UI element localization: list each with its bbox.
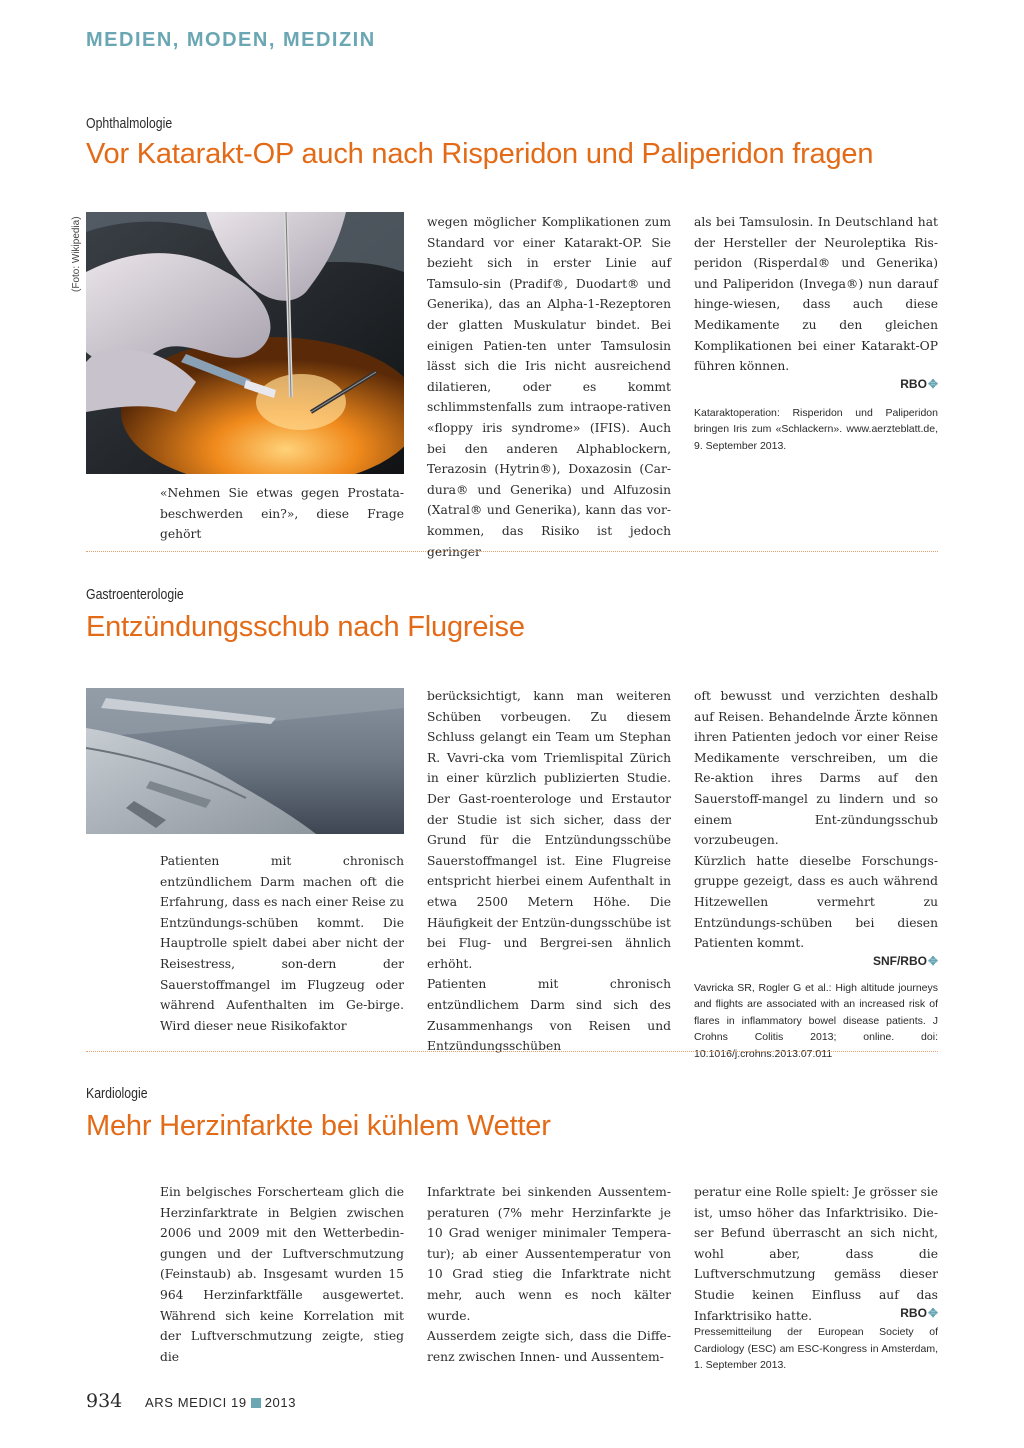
article2-column-3 xyxy=(694,686,938,1062)
article1-column-2: wegen möglicher Komplikationen zum Standard vor einer Katarakt-OP. Sie bezieht sich in erster Linie auf Tamsulo-sin (Pradif®, Duodart® und Generika), das an Alpha-1-Rezeptoren der glatten Muskulatur bindet. Bei einigen Patien-ten unter Tamsulosin lässt sich die Iris nicht ausreichend dilatieren, oder es kommt schlimmstenfalls zum intraope-rativen «floppy iris syndrome» (IFIS). Auch bei den anderen Alphablockern, Terazosin (Hytrin®), Doxazosin (Car-dura® und Generika) und Alfuzosin (Xatral® und Generika), kann das vor-kommen, das Risiko ist jedoch geringer xyxy=(427,215,671,559)
article3-column-3-text: peratur eine Rolle spielt: Je grösser sie ist, umso höher das Infarktrisiko. Die-ser Befund überrascht an sich nicht, wohl aber, dass die Luftverschmutzung gemäss dieser Studie keinen Einfluss auf das Infarktrisiko hatte. xyxy=(694,1185,938,1323)
article1-signature: RBO xyxy=(900,376,927,391)
diamond-icon: ✥ xyxy=(927,953,938,968)
article2-caption: Patienten mit chronisch entzündlichem Darm machen oft die Erfahrung, dass es nach einer Reise zu Entzündungs-schüben kommt. Die Hauptrolle spielt dabei aber nicht der Reisestress, son-dern der Sauerstoffmangel im Flugzeug oder während Aufenthalten im Ge-birge. Wird dieser neue Risikofaktor xyxy=(160,854,404,1033)
photo-credit: (Foto: Wikipedia) xyxy=(71,216,82,292)
article1-headline: Vor Katarakt-OP auch nach Risperidon und Paliperidon fragen xyxy=(86,138,874,170)
article1-column-3-text: als bei Tamsulosin. In Deutschland hat der Hersteller der Neuroleptika Ris-peridon (Risperdal® und Generika) und Paliperidon (Invega®) nun darauf hinge-wiesen, dass auch diese Medikamente zu den gleichen Komplikationen bei einer Katarakt-OP führen können. xyxy=(694,215,938,374)
cataract-surgery-illustration xyxy=(86,212,404,474)
journal-year: 2013 xyxy=(264,1395,297,1410)
airplane-wing-photo xyxy=(86,688,404,834)
journal-name: ARS MEDICI 19 xyxy=(145,1395,247,1410)
section-kicker: MEDIEN, MODEN, MEDIZIN xyxy=(86,29,376,51)
journal-footer xyxy=(145,1395,296,1410)
article3-column-2-text-a: Infarktrate bei sinkenden Aussentem-peraturen (7% mehr Herzinfarkte je 10 Grad weniger minimaler Tempera-tur); ab einer Aussentemperatur von 10 Grad stieg die Infarktrate nicht mehr, auch wenn es noch kälter wurde. xyxy=(427,1185,671,1323)
article2-column-2 xyxy=(427,686,671,1057)
article1-column-3 xyxy=(694,212,938,454)
article2-headline: Entzündungsschub nach Flugreise xyxy=(86,611,525,643)
article1-reference: Kataraktoperation: Risperidon und Paliperidon bringen Iris zum «Schlackern». www.aerzteblatt.de, 9. September 2013. xyxy=(694,406,938,452)
section-divider xyxy=(86,1051,938,1052)
article2-column-2-text-a: berücksichtigt, kann man weiteren Schüben vorbeugen. Zu diesem Schluss gelangt ein Team um Stephan R. Vavri-cka vom Triemlispital Zürich in einer kürzlich publizierten Studie. Der Gast-roenterologe und Erstautor der Studie ist sich sicher, dass der Grund für die Entzündungsschübe Sauerstoffmangel ist. Eine Flugreise entspricht hierbei einem Aufenthalt in etwa 2500 Metern Höhe. Die Häufigkeit der Entzün-dungsschübe ist bei Flug- und Bergrei-sen ähnlich erhöht. xyxy=(427,689,671,971)
square-icon xyxy=(251,1398,261,1408)
article1-signature-block xyxy=(694,377,938,391)
article3-reference: Pressemitteilung der European Society of Cardiology (ESC) am ESC-Kongress in Amsterdam, 1. September 2013. xyxy=(694,1326,938,1372)
article2-department: Gastroenterologie xyxy=(86,586,184,603)
cataract-surgery-photo xyxy=(86,212,404,474)
article2-column-3-text-b: Kürzlich hatte dieselbe Forschungs-gruppe gezeigt, dass es auch während Hitzewellen vermehrt zu Entzündungs-schüben bei diesen Patienten kommt. xyxy=(694,853,938,951)
section-divider xyxy=(86,551,938,552)
diamond-icon: ✥ xyxy=(927,1306,938,1321)
diamond-icon: ✥ xyxy=(927,376,938,391)
article1-caption: «Nehmen Sie etwas gegen Prostata-beschwerden ein?», diese Frage gehört xyxy=(160,486,404,542)
page-number: 934 xyxy=(86,1390,123,1412)
article2-reference: Vavricka SR, Rogler G et al.: High altitude journeys and flights are associated with an increased risk of flares in inflammatory bowel disease patients. J Crohns Colitis 2013; online. doi: 10.1016/j.crohns.2013.07.011 xyxy=(694,981,938,1060)
article2-column-3-text-a: oft bewusst und verzichten deshalb auf Reisen. Behandelnde Ärzte können ihren Patienten jedoch vor einer Reise Medikamente verschreiben, um die Re-aktion ihres Darms auf den Sauerstoff-mangel zu lindern und so einem Ent-zündungsschub vorzubeugen. xyxy=(694,689,938,848)
article3-column-1: Ein belgisches Forscherteam glich die Herzinfarktrate in Belgien zwischen 2006 und 2009 mit den Wetterbedin-gungen und der Luftverschmutzung (Feinstaub) ab. Insgesamt wurden 15 964 Herzinfarktfälle ausgewertet. Während sich keine Korrelation mit der Luftverschmutzung zeigte, stieg die xyxy=(160,1185,404,1364)
article2-signature-block xyxy=(694,954,938,968)
article3-department: Kardiologie xyxy=(86,1085,148,1102)
article3-column-2-text-b: Ausserdem zeigte sich, dass die Diffe-renz zwischen Innen- und Aussentem- xyxy=(427,1329,671,1364)
airplane-wing-illustration xyxy=(86,688,404,834)
article3-signature: RBO xyxy=(900,1306,927,1321)
article3-headline: Mehr Herzinfarkte bei kühlem Wetter xyxy=(86,1110,551,1142)
article1-department: Ophthalmologie xyxy=(86,115,173,132)
article3-column-2 xyxy=(427,1182,671,1367)
article2-signature: SNF/RBO xyxy=(872,953,927,968)
article2-column-2-text-b: Patienten mit chronisch entzündlichem Darm sind sich des Zusammenhangs von Reisen und Entzündungsschüben xyxy=(427,977,671,1054)
article3-column-3 xyxy=(694,1182,938,1374)
